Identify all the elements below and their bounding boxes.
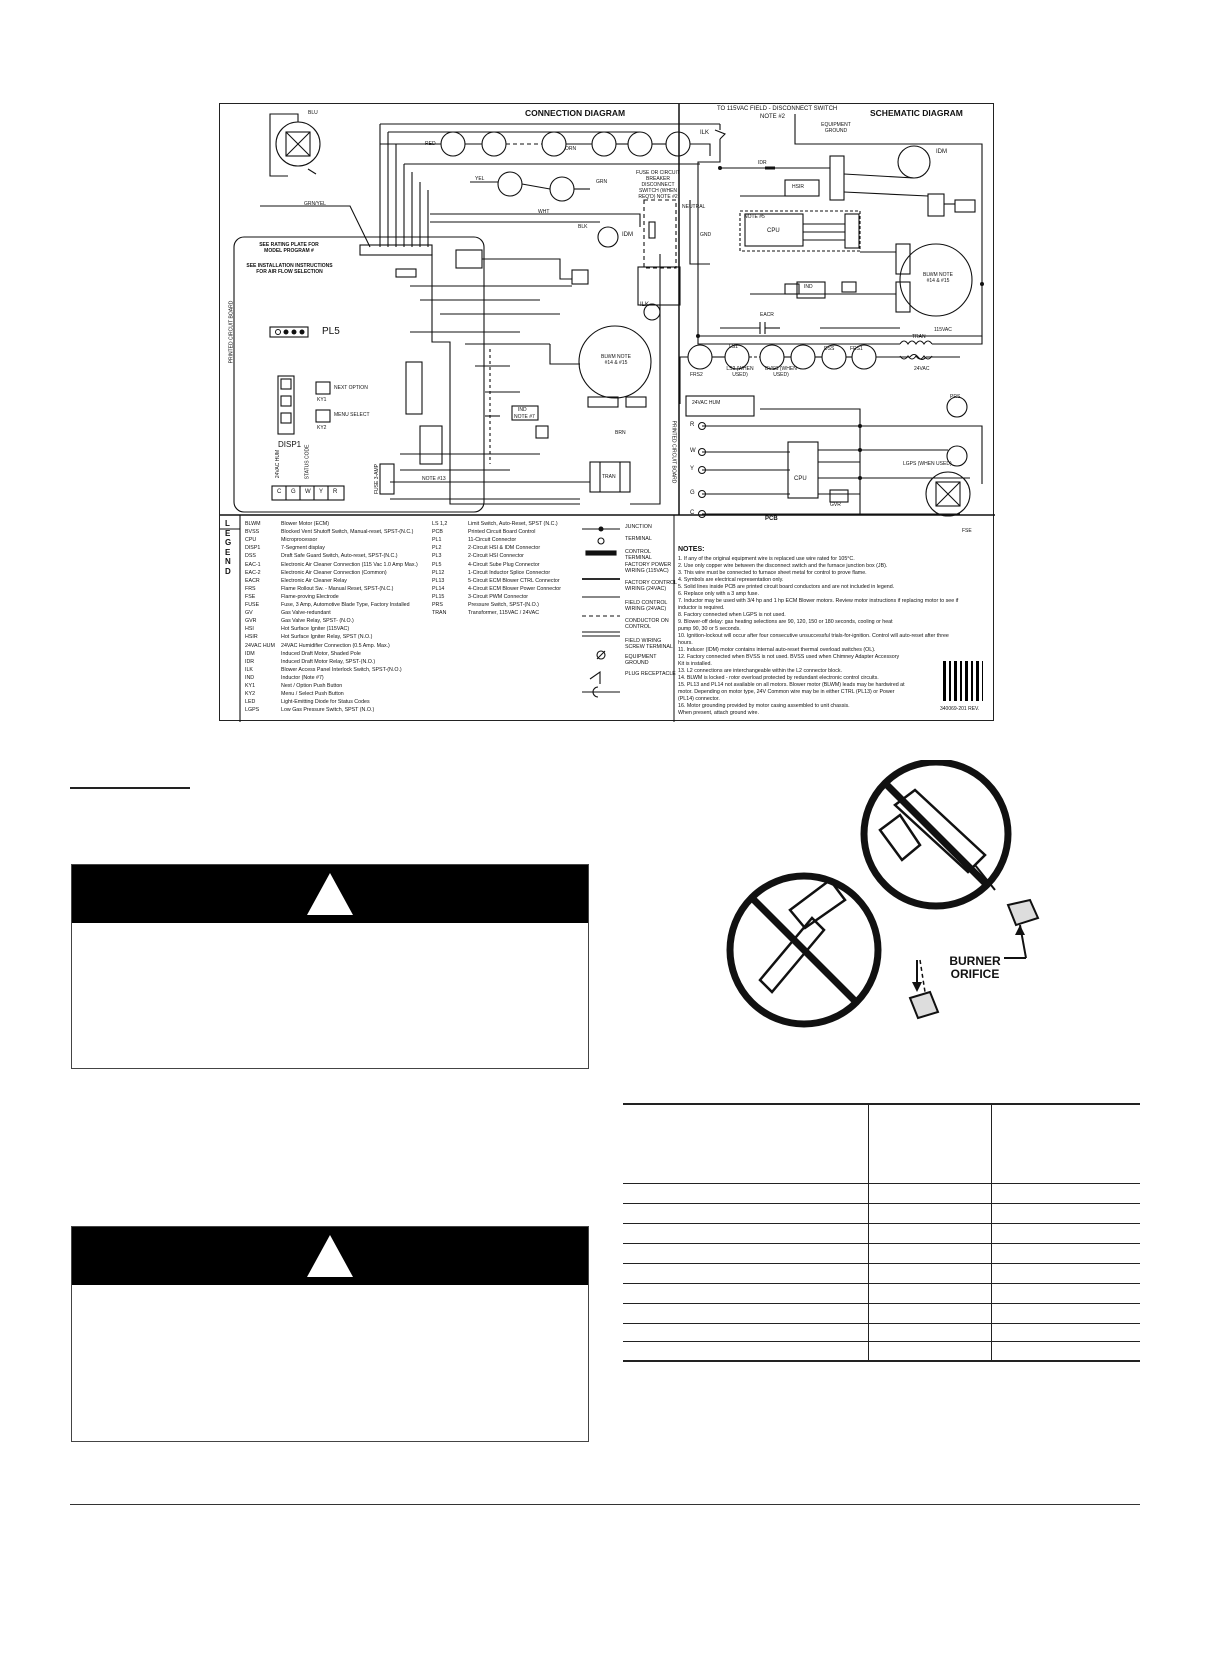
vac115-label: 115VAC <box>934 327 952 333</box>
legend-code: GVR <box>245 618 257 625</box>
idm-schematic-label: IDM <box>936 149 947 155</box>
legend-code: FSE <box>245 593 256 600</box>
spec-table-bottom-rule <box>623 1360 1140 1362</box>
note-line: motor. Depending on motor type, 24V Common wire may be in either CTRL (PL13) or Power <box>678 689 895 695</box>
legend-code: KY2 <box>245 691 256 698</box>
wire-color-brn: BRN <box>615 430 626 436</box>
wire-color-orn: ORN <box>565 146 577 152</box>
legend-description: Blocked Vent Shutoff Switch, Manual-reset, SPST-(N.C.) <box>281 529 414 536</box>
legend-description: 24VAC Humidifier Connection (0.5 Amp. Max.) <box>281 642 390 649</box>
legend-description: Gas Valve-redundant <box>281 610 331 617</box>
legend-description: 1-Circuit Inductor Splice Connector <box>468 569 551 576</box>
legend-description: Induced Draft Motor, Shaded Pole <box>281 650 361 657</box>
legend-entry <box>432 594 528 600</box>
legend-description: Next / Option Push Button <box>281 683 343 689</box>
legend-description: Fuse, 3 Amp, Automotive Blade Type, Factory Installed <box>281 602 410 608</box>
legend-description: 4-Circuit ECM Blower Power Connector <box>468 585 562 592</box>
legend-code: 24VAC HUM <box>245 642 275 649</box>
legend-entry <box>432 562 540 568</box>
part-number: 340069-201 REV. <box>940 706 980 712</box>
status-code-label: STATUS CODE <box>304 444 311 480</box>
note-line: 9. Blower-off delay: gas heating selections are 90, 120, 150 or 180 seconds, cooling or heat <box>678 619 893 625</box>
pcb-label: PCB <box>765 516 778 522</box>
legend-entry <box>245 667 402 673</box>
qr-code <box>943 661 983 701</box>
legend-code: DISP1 <box>245 545 261 552</box>
fuse-breaker-label: FUSE OR CIRCUIT BREAKER DISCONNECT SWITCH (WHEN REQ'D) NOTE #2 <box>636 170 680 200</box>
legend-description: Blower Motor (ECM) <box>281 521 329 527</box>
cpu-pcb-label: CPU <box>794 476 807 482</box>
legend-code: PL12 <box>432 569 445 576</box>
legend-description: Blower Access Panel Interlock Switch, SPST-(N.O.) <box>281 666 402 673</box>
legend-description: Hot Surface Igniter (115VAC) <box>281 626 350 633</box>
legend-entry <box>245 586 393 592</box>
note7-connection-label: NOTE #7 <box>514 414 535 420</box>
spec-table-row-rule <box>623 1203 1140 1204</box>
switch-dss: DSS <box>824 346 835 352</box>
legend-description: Light-Emitting Diode for Status Codes <box>281 699 370 706</box>
spec-table-row-rule <box>623 1303 1140 1304</box>
legend-entry <box>432 586 561 592</box>
terminal-y: Y <box>319 489 324 495</box>
wire-color-grn: GRN <box>596 179 608 185</box>
legend-entry <box>245 691 344 697</box>
legend-description: Flame-proving Electrode <box>281 593 339 600</box>
legend-code: EAC-1 <box>245 561 261 568</box>
legend-entry <box>245 643 390 649</box>
tran-schematic-label: TRAN <box>912 334 926 340</box>
eacr-label: EACR <box>760 312 774 318</box>
legend-description: Printed Circuit Board Control <box>468 529 536 536</box>
note-line: Kit is installed. <box>678 661 712 667</box>
install-instructions-note: SEE INSTALLATION INSTRUCTIONS FOR AIR FLOW SELECTION <box>246 263 333 275</box>
legend-code: PCB <box>432 529 443 536</box>
legend-entry <box>432 537 516 543</box>
legend-description: Limit Switch, Auto-Reset, SPST (N.C.) <box>468 521 558 527</box>
note-line: 8. Factory connected when LGPS is not used. <box>678 612 786 618</box>
legend-entry <box>432 553 524 559</box>
legend-description: Microprocessor <box>281 537 318 544</box>
legend-symbol-label: EQUIPMENT GROUND <box>625 654 657 667</box>
idr-label: IDR <box>758 160 767 166</box>
terminal-g: G <box>291 489 296 495</box>
footer-rule <box>70 1504 1140 1505</box>
legend-code: ILK <box>245 666 253 673</box>
legend-entry <box>245 553 398 559</box>
legend-entry <box>432 578 560 584</box>
notes-title: NOTES: <box>678 546 705 553</box>
legend-code: HSI <box>245 626 254 633</box>
wire-color-wht: WHT <box>538 209 550 215</box>
legend-description: Gas Valve Relay, SPST- (N.O.) <box>281 618 354 625</box>
wire-color-red: RED <box>425 141 436 147</box>
legend-entry <box>432 610 539 616</box>
burner-orifice-label: BURNER ORIFICE <box>949 954 1001 981</box>
next-option-label: NEXT OPTION <box>334 385 368 391</box>
legend-description: Flame Rollout Sw. - Manual Reset, SPST-(N.C.) <box>281 585 394 592</box>
legend-symbol-label: FIELD CONTROL WIRING (24VAC) <box>625 600 668 613</box>
legend-code: GV <box>245 610 253 617</box>
legend-entry <box>245 562 418 568</box>
legend-description: Hot Surface Igniter Relay, SPST (N.O.) <box>281 634 373 641</box>
note-line: 6. Replace only with a 3 amp fuse. <box>678 591 759 597</box>
fuse-3amp-label: FUSE 3-AMP <box>374 463 381 495</box>
spec-table-row-rule <box>623 1323 1140 1324</box>
legend-code: DSS <box>245 553 256 560</box>
legend-description: Induced Draft Motor Relay, SPST-(N.O.) <box>281 658 376 665</box>
legend-code: PL15 <box>432 593 445 600</box>
terminal-w: W <box>305 489 311 495</box>
spec-table-row-rule <box>623 1223 1140 1224</box>
sch-terminal-y: Y <box>690 466 695 472</box>
blwm-schematic-label: BLWM NOTE #14 & #15 <box>923 272 953 284</box>
note-line: 11. Inducer (IDM) motor contains internal auto-reset thermal overload switches (OL). <box>678 647 876 653</box>
legend-entry <box>245 602 410 608</box>
note-line: 10. Ignition-lockout will occur after four consecutive unsuccessful trials-for-ignition. Control will auto-reset after three <box>678 633 949 639</box>
disp1-label: DISP1 <box>278 440 302 449</box>
ind-connection-label: IND <box>518 407 527 413</box>
spec-table-row-rule <box>623 1243 1140 1244</box>
legend-entry <box>245 699 370 705</box>
legend-description: 7-Segment display <box>281 545 325 552</box>
legend-code: PL3 <box>432 553 442 560</box>
legend-entry <box>245 529 413 535</box>
ky2-label: KY2 <box>317 425 327 431</box>
note-line: 15. PL13 and PL14 not available on all motors. Blower motor (BLWM) leads may be hardwired at <box>678 682 905 688</box>
spec-table <box>623 1103 1140 1661</box>
note-line: hours. <box>678 640 693 646</box>
legend-entry <box>245 578 347 584</box>
switch-bvss: BVSS (WHEN USED) <box>765 366 797 378</box>
schematic-diagram-title: SCHEMATIC DIAGRAM <box>870 108 963 118</box>
legend-description: 2-Circuit HSI & IDM Connector <box>468 545 541 552</box>
fse-label: FSE <box>962 528 972 534</box>
warning-triangle-icon <box>307 1235 353 1277</box>
legend-entry <box>245 683 342 689</box>
lgps-label: LGPS (WHEN USED) <box>903 461 952 467</box>
legend-entry <box>245 610 331 616</box>
note-line: 5. Solid lines inside PCB are printed circuit board conductors and are not included in legend. <box>678 584 895 590</box>
note-line: 1. If any of the original equipment wire is replaced use wire rated for 105°C. <box>678 556 855 562</box>
pcb-side-label: PRINTED CIRCUIT BOARD <box>228 300 235 364</box>
pl5-label: PL5 <box>322 326 340 337</box>
note13-label: NOTE #13 <box>422 476 446 482</box>
warning-triangle-icon <box>307 873 353 915</box>
legend-code: IDM <box>245 650 255 657</box>
hum-24vac-label: 24VAC HUM <box>275 449 282 479</box>
sch-terminal-r: R <box>690 422 695 428</box>
legend-symbol-label: PLUG RECEPTACLE <box>625 671 676 677</box>
section-heading-underline <box>70 787 190 789</box>
legend-description: Draft Safe Guard Switch, Auto-reset, SPST-(N.C.) <box>281 553 398 560</box>
warning-box-2 <box>71 1226 589 1442</box>
legend-symbol-label: JUNCTION <box>625 524 652 530</box>
legend-code: FUSE <box>245 602 260 608</box>
legend-description: Low Gas Pressure Switch, SPST (N.O.) <box>281 707 375 714</box>
wire-color-blk: BLK <box>578 224 588 230</box>
hsir-label: HSIR <box>792 184 804 190</box>
ky1-label: KY1 <box>317 397 327 403</box>
legend-description: 5-Circuit ECM Blower CTRL Connector <box>468 577 560 584</box>
wire-color-yel: YEL <box>475 176 485 182</box>
terminal-r: R <box>333 489 338 495</box>
legend-code: KY1 <box>245 683 256 689</box>
equipment-ground-label: EQUIPMENT GROUND <box>821 122 851 134</box>
note-line: 2. Use only copper wire between the disconnect switch and the furnace junction box (JB). <box>678 563 888 569</box>
legend-description: 3-Circuit PWM Connector <box>468 593 529 600</box>
note-line: 16. Motor grounding provided by motor casing assembled to unit chassis. <box>678 703 850 709</box>
legend-entry <box>432 529 535 535</box>
legend-code: EAC-2 <box>245 569 261 576</box>
vac24-label: 24VAC <box>914 366 930 372</box>
legend-code: IDR <box>245 658 255 665</box>
legend-code: PL14 <box>432 585 445 592</box>
legend-code: BVSS <box>245 529 260 536</box>
legend-description: Electronic Air Cleaner Connection (Common) <box>281 569 387 576</box>
burner-orifice-illustration <box>720 760 1060 1040</box>
legend-description: Menu / Select Push Button <box>281 691 344 698</box>
terminal-c: C <box>277 489 282 495</box>
legend-code: PL5 <box>432 561 442 568</box>
note-line: inductor is required. <box>678 605 725 611</box>
prs-label: PRS <box>950 394 961 400</box>
wiring-diagram-panel <box>219 103 994 721</box>
legend-symbol-label: CONDUCTOR ON CONTROL <box>625 618 669 631</box>
connection-diagram-title: CONNECTION DIAGRAM <box>525 108 626 118</box>
legend-code: TRAN <box>432 610 447 617</box>
pcb-side-schematic-label: PRINTED CIRCUIT BOARD <box>670 420 677 484</box>
legend-entry <box>432 570 550 576</box>
neutral-label: NEUTRAL <box>682 204 706 210</box>
note-line: 3. This wire must be connected to furnace sheet metal for control to prove flame. <box>678 570 867 576</box>
legend-entry <box>245 626 349 632</box>
spec-table-header-rule <box>623 1183 1140 1184</box>
legend-entry <box>245 545 325 551</box>
legend-entry <box>245 634 372 640</box>
legend-code: LGPS <box>245 707 260 714</box>
switch-frs1: FRS1 <box>850 346 863 352</box>
legend-code: PL13 <box>432 577 445 584</box>
note-line: 7. Inductor may be used with 3/4 hp and 1 hp ECM Blower motors. Review motor instructions if replacing motor to see if <box>678 598 959 604</box>
note2-label: NOTE #2 <box>760 114 786 120</box>
ilk-schematic-label: ILK <box>700 130 710 136</box>
hum24-schematic-label: 24VAC HUM <box>692 400 721 406</box>
legend-symbol-label: CONTROL TERMINAL <box>625 549 652 562</box>
legend-entry <box>245 521 329 527</box>
legend-title: LEGEND <box>225 519 232 576</box>
tran-connection-label: TRAN <box>602 474 616 480</box>
legend-symbol-label: TERMINAL <box>625 536 652 542</box>
legend-code: IND <box>245 674 255 681</box>
legend-symbol-label: FACTORY CONTROL WIRING (24VAC) <box>625 580 677 593</box>
wire-color-blu: BLU <box>308 110 318 116</box>
legend-entry <box>245 651 361 657</box>
legend-entry <box>245 537 317 543</box>
legend-entry <box>245 707 374 713</box>
legend-description: 2-Circuit HSI Connector <box>468 553 524 560</box>
legend-code: FRS <box>245 585 256 592</box>
ind-schematic-label: IND <box>804 284 813 290</box>
note-line: 4. Symbols are electrical representation only. <box>678 577 784 583</box>
note-line: 14. BLWM is locked - rotor overload protected by redundant electronic control circuits. <box>678 675 879 681</box>
legend-entry <box>432 521 558 527</box>
legend-code: BLWM <box>245 521 261 527</box>
legend-symbol-label: FACTORY POWER WIRING (115VAC) <box>625 562 672 575</box>
legend-entry <box>432 602 539 608</box>
sch-terminal-w: W <box>690 448 696 454</box>
warning-header-1 <box>72 865 588 923</box>
switch-ls1: LS1 <box>729 344 738 350</box>
legend-description: Inductor (Note #7) <box>281 674 324 681</box>
disconnect-switch-label: TO 115VAC FIELD - DISCONNECT SWITCH <box>717 106 838 112</box>
note-line: When present, attach ground wire. <box>678 710 759 716</box>
note5-label: NOTE #5 <box>744 214 765 220</box>
legend-symbol-label: FIELD WIRING SCREW TERMINAL <box>625 638 673 651</box>
sch-terminal-c: C <box>690 510 695 516</box>
legend-description: Electronic Air Cleaner Connection (115 Vac 1.0 Amp Max.) <box>281 561 418 568</box>
legend-code: LS 1,2 <box>432 521 448 527</box>
blwm-connection-label: BLWM NOTE #14 & #15 <box>601 354 631 366</box>
legend-entry <box>245 594 339 600</box>
gvr-label: GVR <box>830 502 841 508</box>
switch-ls2: LS2 (WHEN USED) <box>726 366 754 378</box>
legend-description: Transformer, 115VAC / 24VAC <box>468 610 540 617</box>
legend-entry <box>245 570 387 576</box>
legend-description: Electronic Air Cleaner Relay <box>281 577 347 584</box>
note-line: 13. L2 connections are interchangeable within the L2 connector block. <box>678 668 843 674</box>
spec-table-row-rule <box>623 1341 1140 1342</box>
legend-code: PL1 <box>432 537 442 544</box>
legend-description: 4-Circuit Sube Plug Connector <box>468 561 540 568</box>
legend-code: PRS <box>432 602 443 608</box>
menu-select-label: MENU SELECT <box>334 412 370 418</box>
ilk-connection-label: ILK <box>640 302 650 308</box>
note-line: pump 90, 30 or 5 seconds. <box>678 626 741 632</box>
legend-entry <box>245 659 375 665</box>
legend-code: LED <box>245 699 256 706</box>
legend-code: EACR <box>245 577 260 584</box>
legend-entry <box>245 675 324 681</box>
spec-table-row-rule <box>623 1283 1140 1284</box>
legend-description: Pressure Switch, SPST-(N.O.) <box>468 602 539 608</box>
legend-entry <box>432 545 540 551</box>
spec-table-top-rule <box>623 1103 1140 1105</box>
idm-connection-label: IDM <box>622 232 633 238</box>
wire-color-grnyel: GRN/YEL <box>304 201 326 207</box>
spec-table-row-rule <box>623 1263 1140 1264</box>
legend-code: CPU <box>245 537 257 544</box>
legend-code: PL2 <box>432 545 442 552</box>
cpu-schematic-label: CPU <box>767 228 780 234</box>
gnd-label: GND <box>700 232 712 238</box>
legend-entry <box>245 618 354 624</box>
switch-frs2: FRS2 <box>690 372 703 378</box>
legend-description: 11-Circuit Connector <box>468 537 517 544</box>
warning-header-2 <box>72 1227 588 1285</box>
warning-box-1 <box>71 864 589 1069</box>
note-line: 12. Factory connected when BVSS is not used. BVSS used when Chimney Adapter Accessory <box>678 654 900 660</box>
note-line: (PL14) connector. <box>678 696 720 702</box>
legend-code: HSIR <box>245 634 258 641</box>
rating-plate-note: SEE RATING PLATE FOR MODEL PROGRAM # <box>259 242 319 254</box>
sch-terminal-g: G <box>690 490 695 496</box>
